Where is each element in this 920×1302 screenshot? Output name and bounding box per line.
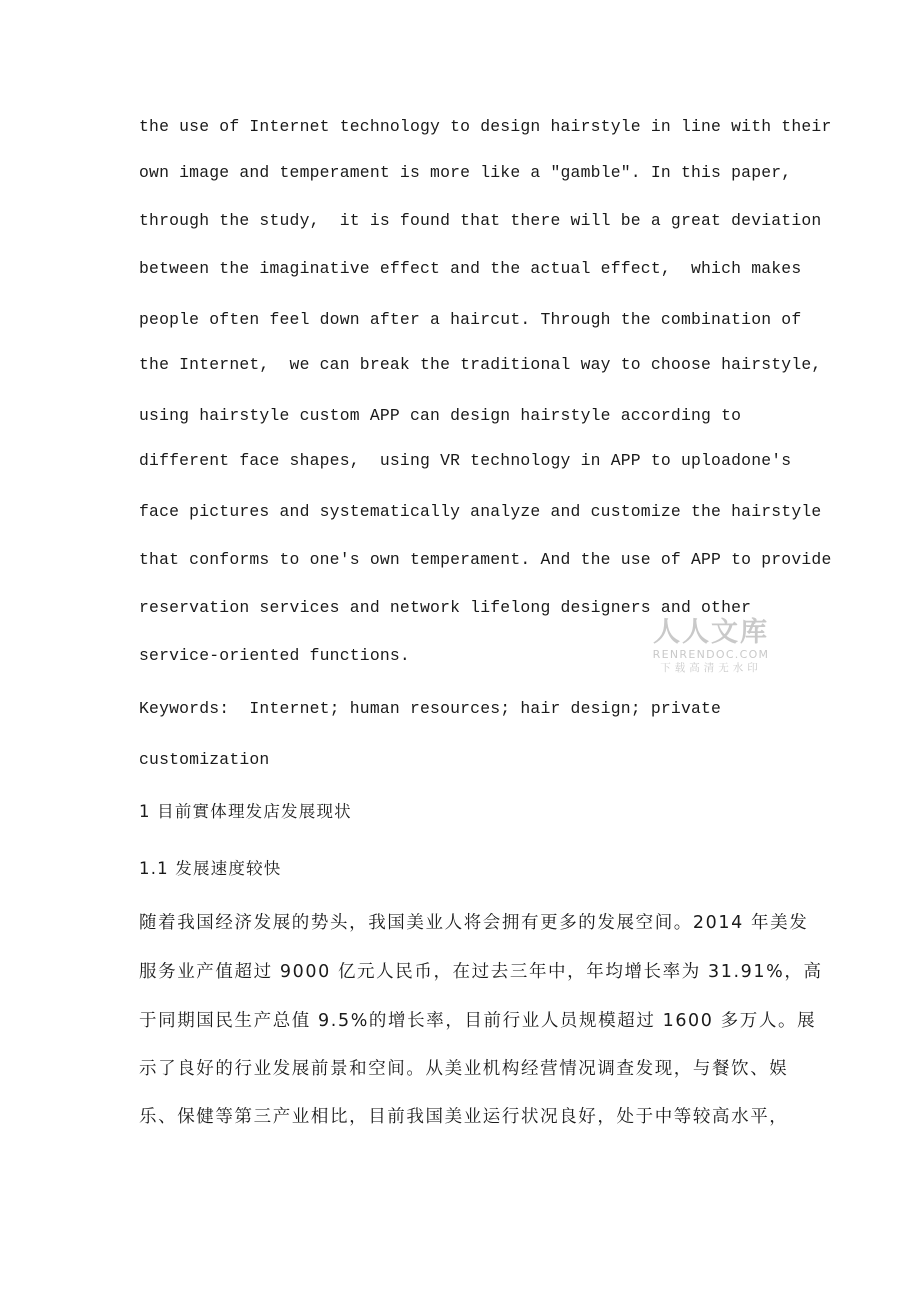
abstract-line-6: the Internet, we can break the traditional way to choose hairstyle, [139, 355, 822, 374]
watermark-tagline: 下载高清无水印 [660, 662, 762, 674]
abstract-line-8: different face shapes, using VR technology in APP to uploadone's [139, 451, 792, 470]
abstract-line-12: service-oriented functions. [139, 646, 410, 665]
body-line-3: 于同期国民生产总值 9.5%的增长率，目前行业人员规模超过 1600 多万人。展 [139, 1011, 817, 1031]
abstract-line-3: through the study, it is found that there will be a great deviation [139, 211, 822, 230]
section-heading-1: 1 目前實体理发店发展现状 [139, 802, 352, 821]
keywords-line-1: Keywords: Internet; human resources; hair design; private [139, 699, 722, 718]
section-heading-1-1: 1.1 发展速度较快 [139, 859, 282, 878]
abstract-line-1: the use of Internet technology to design hairstyle in line with their [139, 117, 832, 136]
watermark-logo [646, 618, 776, 675]
watermark-site: RENRENDOC.COM [652, 648, 770, 661]
keywords-line-2: customization [139, 750, 270, 769]
abstract-line-11: reservation services and network lifelong designers and other [139, 598, 752, 617]
watermark-title: 人人文库 [653, 617, 769, 648]
body-line-1: 随着我国经济发展的势头，我国美业人将会拥有更多的发展空间。2014 年美发 [139, 913, 809, 933]
abstract-line-4: between the imaginative effect and the actual effect, which makes [139, 259, 802, 278]
body-line-2: 服务业产值超过 9000 亿元人民币，在过去三年中，年均增长率为 31.91%，高 [139, 962, 823, 982]
body-line-5: 乐、保健等第三产业相比，目前我国美业运行状况良好，处于中等较高水平， [139, 1107, 789, 1127]
body-line-4: 示了良好的行业发展前景和空间。从美业机构经营情况调查发现，与餐饮、娱 [139, 1059, 789, 1079]
abstract-line-9: face pictures and systematically analyze and customize the hairstyle [139, 502, 822, 521]
abstract-line-7: using hairstyle custom APP can design hairstyle according to [139, 406, 742, 425]
abstract-line-5: people often feel down after a haircut. Through the combination of [139, 310, 802, 329]
abstract-line-10: that conforms to one's own temperament. And the use of APP to provide [139, 550, 832, 569]
abstract-line-2: own image and temperament is more like a "gamble". In this paper, [139, 163, 792, 182]
